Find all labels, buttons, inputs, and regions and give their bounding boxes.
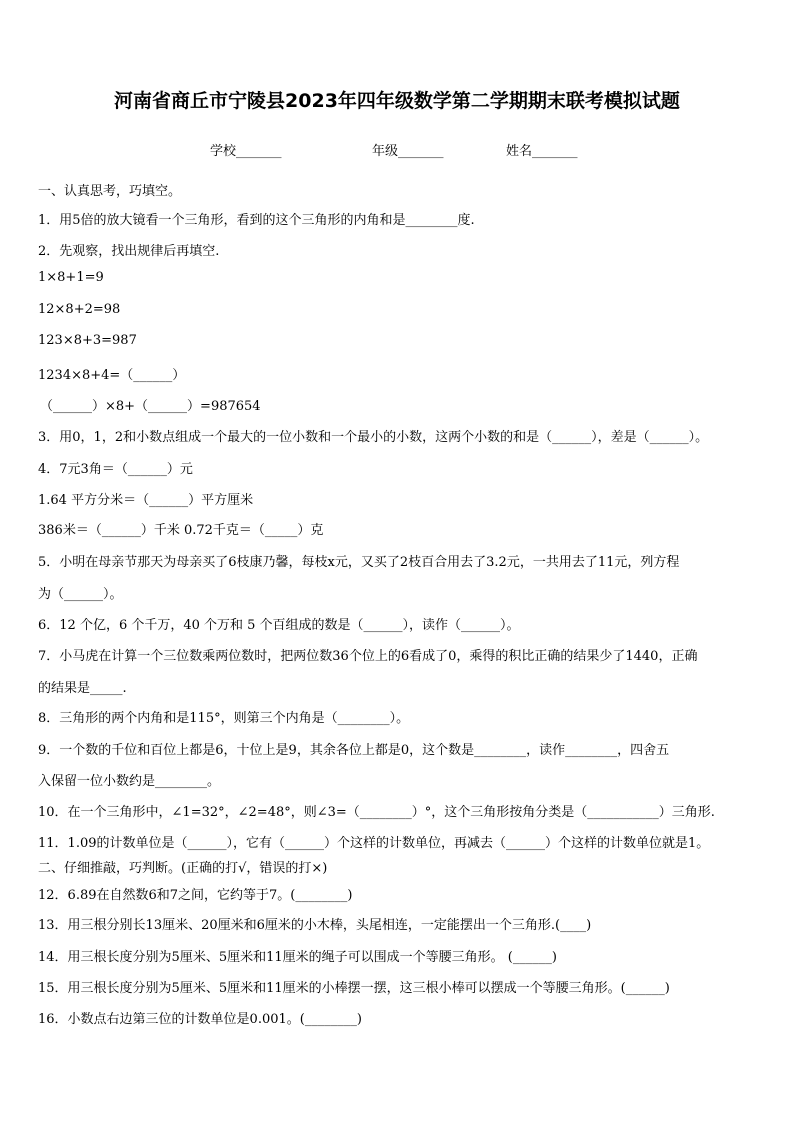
equation-line: 123×8+3=987 <box>38 333 137 348</box>
section-heading: 一、认真思考，巧填空。 <box>38 184 182 199</box>
question-text: 4．7元3角＝（______）元 <box>38 462 193 477</box>
section-heading: 二、仔细推敲，巧判断。(正确的打√，错误的打×) <box>38 861 328 876</box>
question-text: 7．小马虎在计算一个三位数乘两位数时，把两位数36个位上的6看成了0，乘得的积比正确的结果少了1440，正确 <box>38 649 698 664</box>
school-field: 学校_______ <box>210 144 282 159</box>
question-text: 6．12 个亿，6 个千万，40 个万和 5 个百组成的数是（______），读作（______）。 <box>38 618 520 633</box>
question-text: 11．1.09的计数单位是（______），它有（______）个这样的计数单位，再减去（______）个这样的计数单位就是1。 <box>38 836 710 851</box>
question-text: 8．三角形的两个内角和是115°，则第三个内角是（________）。 <box>38 711 410 726</box>
question-text: 3．用0，1，2和小数点组成一个最大的一位小数和一个最小的小数，这两个小数的和是（______），差是（______）。 <box>38 430 709 445</box>
name-field: 姓名_______ <box>506 144 578 159</box>
question-text: 5．小明在母亲节那天为母亲买了6枝康乃馨，每枝x元，又买了2枝百合用去了3.2元，一共用去了11元，列方程 <box>38 555 680 570</box>
question-text: 13．用三根分别长13厘米、20厘米和6厘米的小木棒，头尾相连，一定能摆出一个三角形.(____) <box>38 918 592 933</box>
grade-field: 年级_______ <box>372 144 444 159</box>
question-text: 1．用5倍的放大镜看一个三角形，看到的这个三角形的内角和是________度. <box>38 213 475 228</box>
equation-line: 1×8+1=9 <box>38 270 104 285</box>
equation-line: 12×8+2=98 <box>38 302 121 317</box>
equation-line: （______）×8+（______）=987654 <box>40 399 261 414</box>
question-text: 12．6.89在自然数6和7之间，它约等于7。(________) <box>38 888 353 903</box>
question-text: 15．用三根长度分别为5厘米、5厘米和11厘米的小棒摆一摆，这三根小棒可以摆成一个等腰三角形。(______) <box>38 981 670 996</box>
question-text: 16．小数点右边第三位的计数单位是0.001。(________) <box>38 1012 362 1027</box>
question-text: 2．先观察，找出规律后再填空. <box>38 244 220 259</box>
question-text: 14．用三根长度分别为5厘米、5厘米和11厘米的绳子可以围成一个等腰三角形。 (______) <box>38 950 557 965</box>
equation-line: 1234×8+4=（______） <box>38 368 186 383</box>
question-text: 为（______）。 <box>38 587 123 602</box>
question-text: 9．一个数的千位和百位上都是6，十位上是9，其余各位上都是0，这个数是________，读作________，四舍五 <box>38 743 670 758</box>
question-text: 386米＝（______）千米 0.72千克＝（_____）克 <box>38 523 324 538</box>
question-text: 1.64 平方分米＝（______）平方厘米 <box>38 493 254 508</box>
page-title: 河南省商丘市宁陵县2023年四年级数学第二学期期末联考模拟试题 <box>114 90 680 112</box>
question-text: 的结果是_____. <box>38 681 127 696</box>
question-text: 10．在一个三角形中，∠1=32°，∠2=48°，则∠3=（________）°，这个三角形按角分类是（___________）三角形. <box>38 805 715 820</box>
question-text: 入保留一位小数约是________。 <box>38 774 221 789</box>
